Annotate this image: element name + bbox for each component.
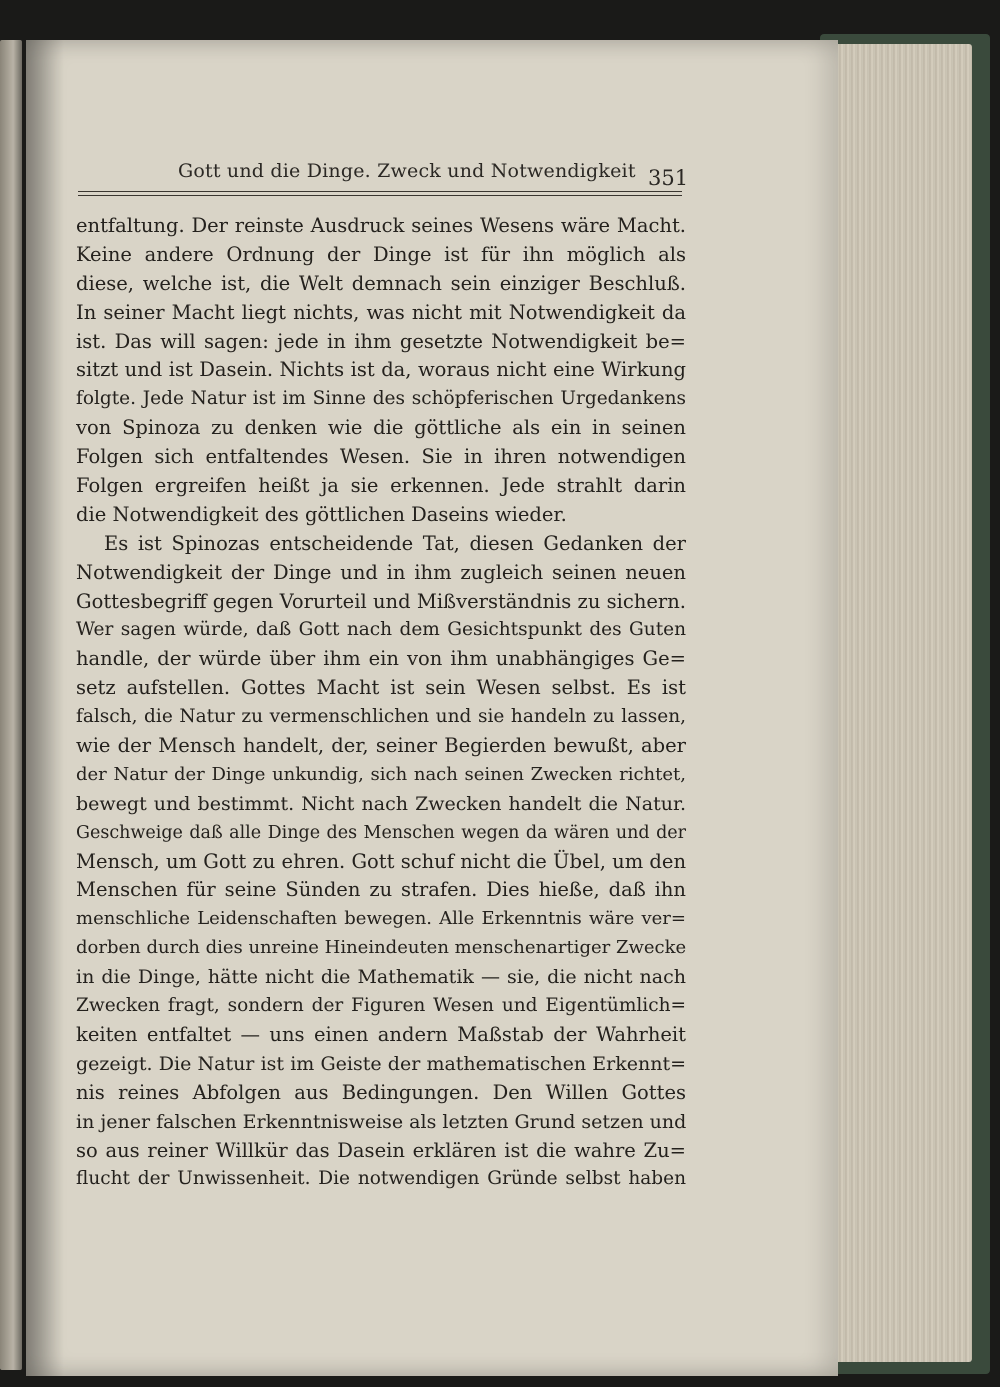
text-line: Notwendigkeit der Dinge und in ihm zugleich seinen neuen <box>76 560 686 584</box>
text-line: dorben durch dies unreine Hineindeuten menschenartiger Zwecke <box>76 937 686 959</box>
text-line: menschliche Leidenschaften bewegen. Alle Erkenntnis wäre ver= <box>76 908 686 930</box>
text-line: setz aufstellen. Gottes Macht ist sein Wesen selbst. Es ist <box>76 676 686 700</box>
text-line: der Natur der Dinge unkundig, sich nach seinen Zwecken richtet, <box>76 763 686 785</box>
text-line: in die Dinge, hätte nicht die Mathematik — sie, die nicht nach <box>76 966 686 989</box>
text-line: entfaltung. Der reinste Ausdruck seines Wesens wäre Macht. <box>76 214 686 237</box>
text-line: handle, der würde über ihm ein von ihm unabhängiges Ge= <box>76 647 686 671</box>
text-line: sitzt und ist Dasein. Nichts ist da, woraus nicht eine Wirkung <box>76 358 686 382</box>
text-line: keiten entfaltet — uns einen andern Maßstab der Wahrheit <box>76 1022 686 1046</box>
text-line: ist. Das will sagen: jede in ihm gesetzte Notwendigkeit be= <box>76 329 686 353</box>
header-rule-thin <box>78 195 682 196</box>
running-head: Gott und die Dinge. Zweck und Notwendigkeit <box>178 160 636 182</box>
text-line: Keine andere Ordnung der Dinge ist für ihn möglich als <box>76 242 686 266</box>
text-line: bewegt und bestimmt. Nicht nach Zwecken handelt die Natur. <box>76 792 686 815</box>
text-line: In seiner Macht liegt nichts, was nicht mit Notwendigkeit da <box>76 300 686 324</box>
book-page <box>26 40 838 1376</box>
text-line: Gottesbegriff gegen Vorurteil und Mißverständnis zu sichern. <box>76 589 686 613</box>
text-line: Zwecken fragt, sondern der Figuren Wesen und Eigentümlich= <box>76 995 686 1017</box>
text-line: nis reines Abfolgen aus Bedingungen. Den Willen Gottes <box>76 1080 686 1104</box>
text-line: in jener falschen Erkenntnisweise als letzten Grund setzen und <box>76 1110 686 1133</box>
text-line: die Notwendigkeit des göttlichen Daseins wieder. <box>76 502 567 526</box>
text-line: Mensch, um Gott zu ehren. Gott schuf nicht die Übel, um den <box>76 849 686 873</box>
text-line: von Spinoza zu denken wie die göttliche als ein in seinen <box>76 416 686 440</box>
text-line: Wer sagen würde, daß Gott nach dem Gesichtspunkt des Guten <box>76 619 686 641</box>
text-line: flucht der Unwissenheit. Die notwendigen Gründe selbst haben <box>76 1168 686 1190</box>
text-line: Folgen ergreifen heißt ja sie erkennen. Jede strahlt darin <box>76 474 686 498</box>
text-line-paragraph-start: Es ist Spinozas entscheidende Tat, diesen Gedanken der <box>104 531 686 555</box>
text-line: Geschweige daß alle Dinge des Menschen wegen da wären und der <box>76 822 686 843</box>
text-line: falsch, die Natur zu vermenschlichen und sie handeln zu lassen, <box>76 706 686 728</box>
body-text <box>76 212 686 1194</box>
page-block-edges <box>832 44 972 1362</box>
text-line: so aus reiner Willkür das Dasein erklären ist die wahre Zu= <box>76 1138 686 1162</box>
text-line: diese, welche ist, die Welt demnach sein einziger Beschluß. <box>76 271 686 295</box>
text-line: folgte. Jede Natur ist im Sinne des schöpferischen Urgedankens <box>76 388 686 410</box>
header-rule <box>78 191 682 192</box>
page-number: 351 <box>648 166 689 190</box>
text-line: wie der Mensch handelt, der, seiner Begierden bewußt, aber <box>76 734 686 758</box>
facing-page-edge <box>0 40 22 1370</box>
page-gutter-shadow <box>26 40 64 1376</box>
text-line: Folgen sich entfaltendes Wesen. Sie in ihren notwendigen <box>76 445 686 469</box>
text-line: gezeigt. Die Natur ist im Geiste der mathematischen Erkennt= <box>76 1052 686 1075</box>
text-line: Menschen für seine Sünden zu strafen. Dies hieße, daß ihn <box>76 878 686 902</box>
